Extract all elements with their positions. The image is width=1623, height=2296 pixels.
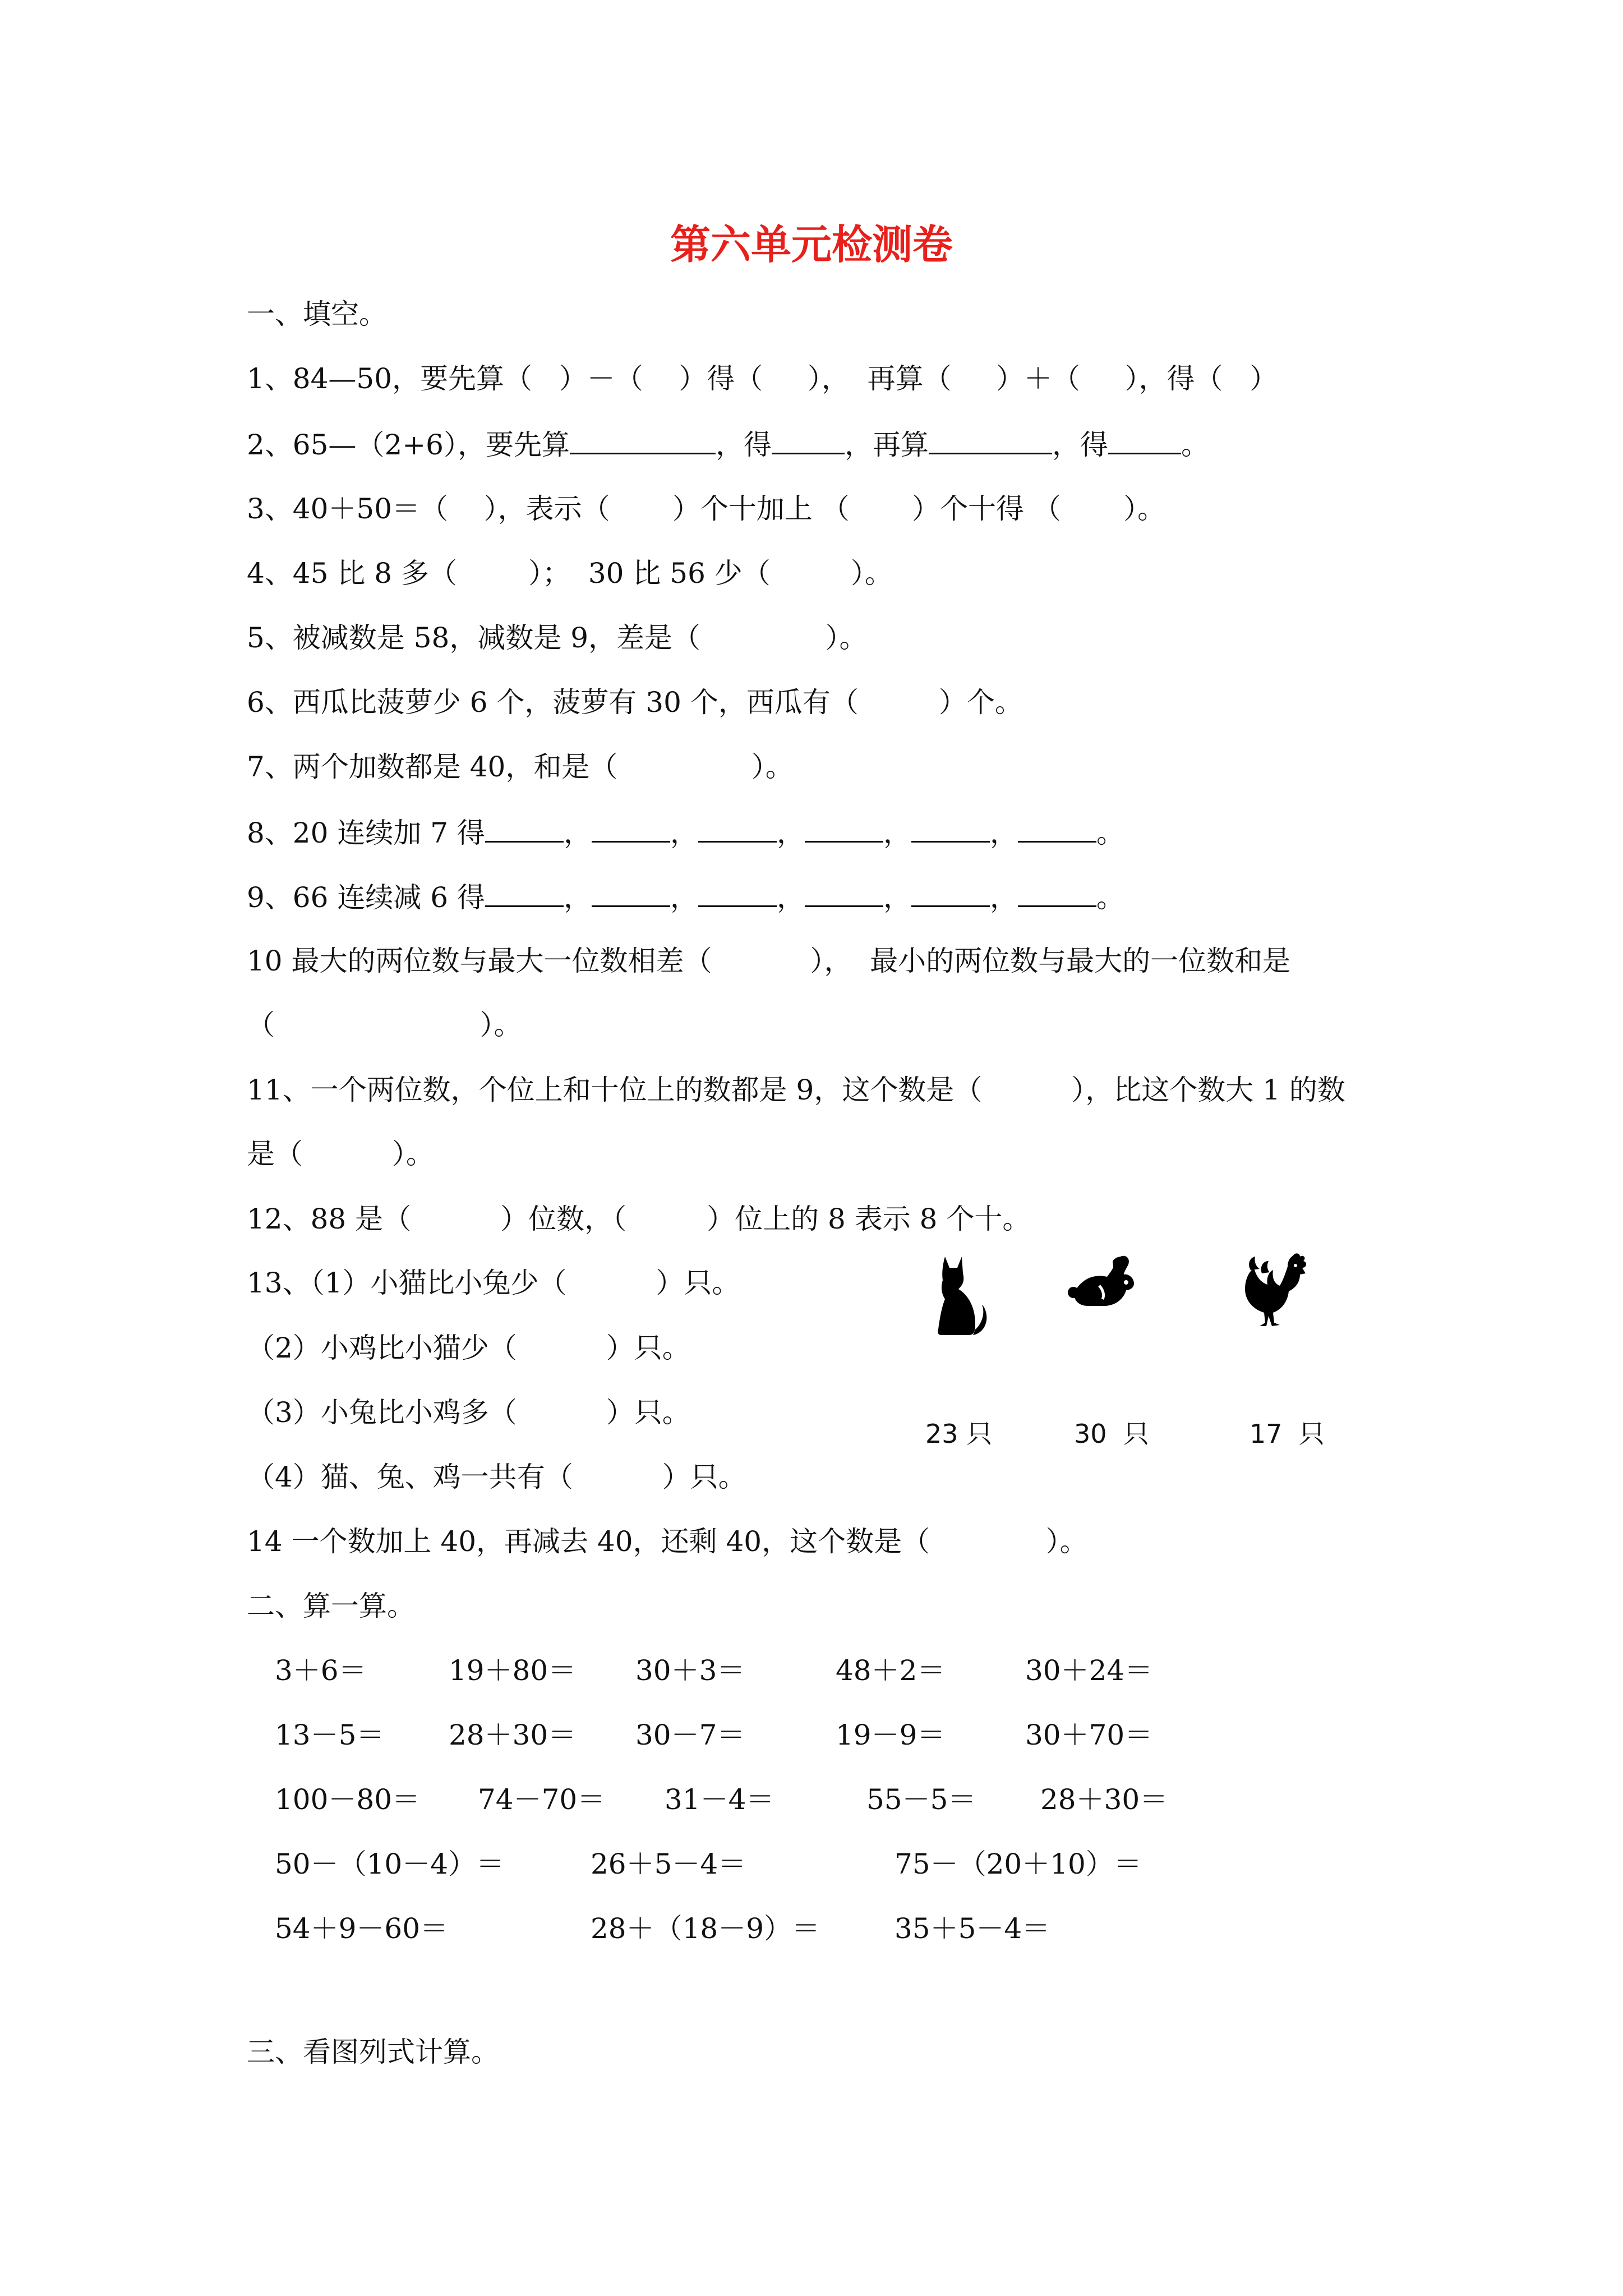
calc-item: 55－5＝ — [866, 1783, 976, 1816]
question-2-text-b: ，得 — [715, 429, 772, 461]
question-8 — [247, 817, 1124, 847]
question-10-line-1: 10 最大的两位数与最大一位数相差（ ）， 最小的两位数与最大的一位数和是 — [247, 945, 1291, 977]
section-heading-picture-problems: 三、看图列式计算。 — [247, 2036, 499, 2068]
answer-blank[interactable] — [570, 429, 716, 454]
answer-blank[interactable] — [805, 817, 883, 843]
cat-count: 23 只 — [925, 1419, 993, 1449]
answer-blank[interactable] — [1108, 429, 1181, 454]
section-heading-calculate: 二、算一算。 — [247, 1590, 415, 1622]
question-9 — [247, 882, 1124, 912]
calc-item: 100－80＝ — [275, 1783, 421, 1816]
calc-item: 30＋24＝ — [1025, 1654, 1153, 1687]
separator: ， — [563, 817, 592, 849]
answer-blank[interactable] — [485, 882, 564, 907]
calc-item: 28＋（18－9）＝ — [591, 1912, 820, 1945]
answer-blank[interactable] — [772, 429, 845, 454]
separator: ， — [776, 817, 805, 849]
calc-item: 50－（10－4）＝ — [275, 1848, 505, 1880]
calc-item: 28＋30＝ — [449, 1719, 577, 1751]
answer-blank[interactable] — [1018, 817, 1096, 843]
question-2 — [247, 429, 1209, 459]
question-2-text-a: 2、65—（2+6），要先算 — [247, 429, 570, 461]
question-2-text-d: ，得 — [1052, 429, 1108, 461]
question-5: 5、被减数是 58，减数是 9，差是（ ）。 — [247, 622, 868, 654]
rabbit-icon — [1066, 1251, 1144, 1318]
question-2-text-c: ，再算 — [844, 429, 929, 461]
question-13-part-4: （4）猫、兔、鸡一共有（ ）只。 — [247, 1461, 746, 1493]
calc-item: 54＋9－60＝ — [275, 1912, 449, 1945]
question-14: 14 一个数加上 40，再减去 40，还剩 40，这个数是（ ）。 — [247, 1525, 1088, 1558]
separator: ， — [776, 881, 805, 914]
period: 。 — [1096, 881, 1124, 914]
page-title: 第六单元检测卷 — [670, 221, 953, 268]
separator: ， — [883, 817, 911, 849]
calc-item: 19＋80＝ — [449, 1654, 577, 1687]
question-1: 1、84—50，要先算（ ）－（ ）得（ ）， 再算（ ）＋（ ），得（ ） — [247, 362, 1278, 395]
answer-blank[interactable] — [592, 817, 670, 843]
answer-blank[interactable] — [911, 817, 990, 843]
question-12: 12、88 是（ ）位数，（ ）位上的 8 表示 8 个十。 — [247, 1203, 1031, 1235]
answer-blank[interactable] — [698, 882, 777, 907]
rabbit-count: 30 只 — [1074, 1419, 1149, 1449]
question-4: 4、45 比 8 多（ ）； 30 比 56 少（ ）。 — [247, 557, 893, 590]
answer-blank[interactable] — [805, 882, 883, 907]
rooster-count: 17 只 — [1249, 1419, 1325, 1449]
calc-item: 31－4＝ — [665, 1783, 774, 1816]
calc-item: 30＋70＝ — [1025, 1719, 1153, 1751]
separator: ， — [563, 881, 592, 914]
calc-item: 35＋5－4＝ — [895, 1912, 1050, 1945]
separator: ， — [670, 817, 698, 849]
calc-item: 30＋3＝ — [635, 1654, 745, 1687]
answer-blank[interactable] — [1018, 882, 1096, 907]
animal-figure — [897, 1251, 1346, 1464]
question-13-part-3: （3）小兔比小鸡多（ ）只。 — [247, 1396, 690, 1429]
separator: ， — [989, 881, 1018, 914]
question-6: 6、西瓜比菠萝少 6 个，菠萝有 30 个，西瓜有（ ）个。 — [247, 686, 1023, 719]
question-13-part-1: 13、（1）小猫比小兔少（ ）只。 — [247, 1267, 740, 1299]
section-heading-fill-blank: 一、填空。 — [247, 298, 387, 330]
calc-item: 13－5＝ — [275, 1719, 385, 1751]
calc-item: 26＋5－4＝ — [591, 1848, 746, 1880]
answer-blank[interactable] — [485, 817, 564, 843]
question-9-label: 9、66 连续减 6 得 — [247, 881, 485, 914]
question-8-label: 8、20 连续加 7 得 — [247, 817, 485, 849]
calc-item: 30－7＝ — [635, 1719, 745, 1751]
separator: ， — [989, 817, 1018, 849]
calc-item: 74－70＝ — [478, 1783, 606, 1816]
question-13-part-2: （2）小鸡比小猫少（ ）只。 — [247, 1332, 690, 1364]
cat-icon — [920, 1251, 998, 1341]
answer-blank[interactable] — [592, 882, 670, 907]
calc-item: 28＋30＝ — [1040, 1783, 1168, 1816]
calc-item: 75－（20＋10）＝ — [895, 1848, 1142, 1880]
calc-item: 48＋2＝ — [836, 1654, 946, 1687]
period: 。 — [1096, 817, 1124, 849]
answer-blank[interactable] — [698, 817, 777, 843]
calc-item: 19－9＝ — [836, 1719, 946, 1751]
question-11-line-1: 11、一个两位数，个位上和十位上的数都是 9，这个数是（ ），比这个数大 1 的数 — [247, 1074, 1345, 1106]
question-3: 3、40＋50＝（ ），表示（ ）个十加上 （ ）个十得 （ ）。 — [247, 493, 1166, 525]
question-11-line-2: 是（ ）。 — [247, 1138, 434, 1170]
question-2-text-e: 。 — [1181, 429, 1209, 461]
rooster-icon — [1239, 1251, 1318, 1335]
separator: ， — [670, 881, 698, 914]
answer-blank[interactable] — [929, 429, 1052, 454]
question-7: 7、两个加数都是 40，和是（ ）。 — [247, 751, 794, 783]
answer-blank[interactable] — [911, 882, 990, 907]
separator: ， — [883, 881, 911, 914]
calc-item: 3＋6＝ — [275, 1654, 367, 1687]
question-10-line-2: （ ）。 — [247, 1009, 522, 1041]
